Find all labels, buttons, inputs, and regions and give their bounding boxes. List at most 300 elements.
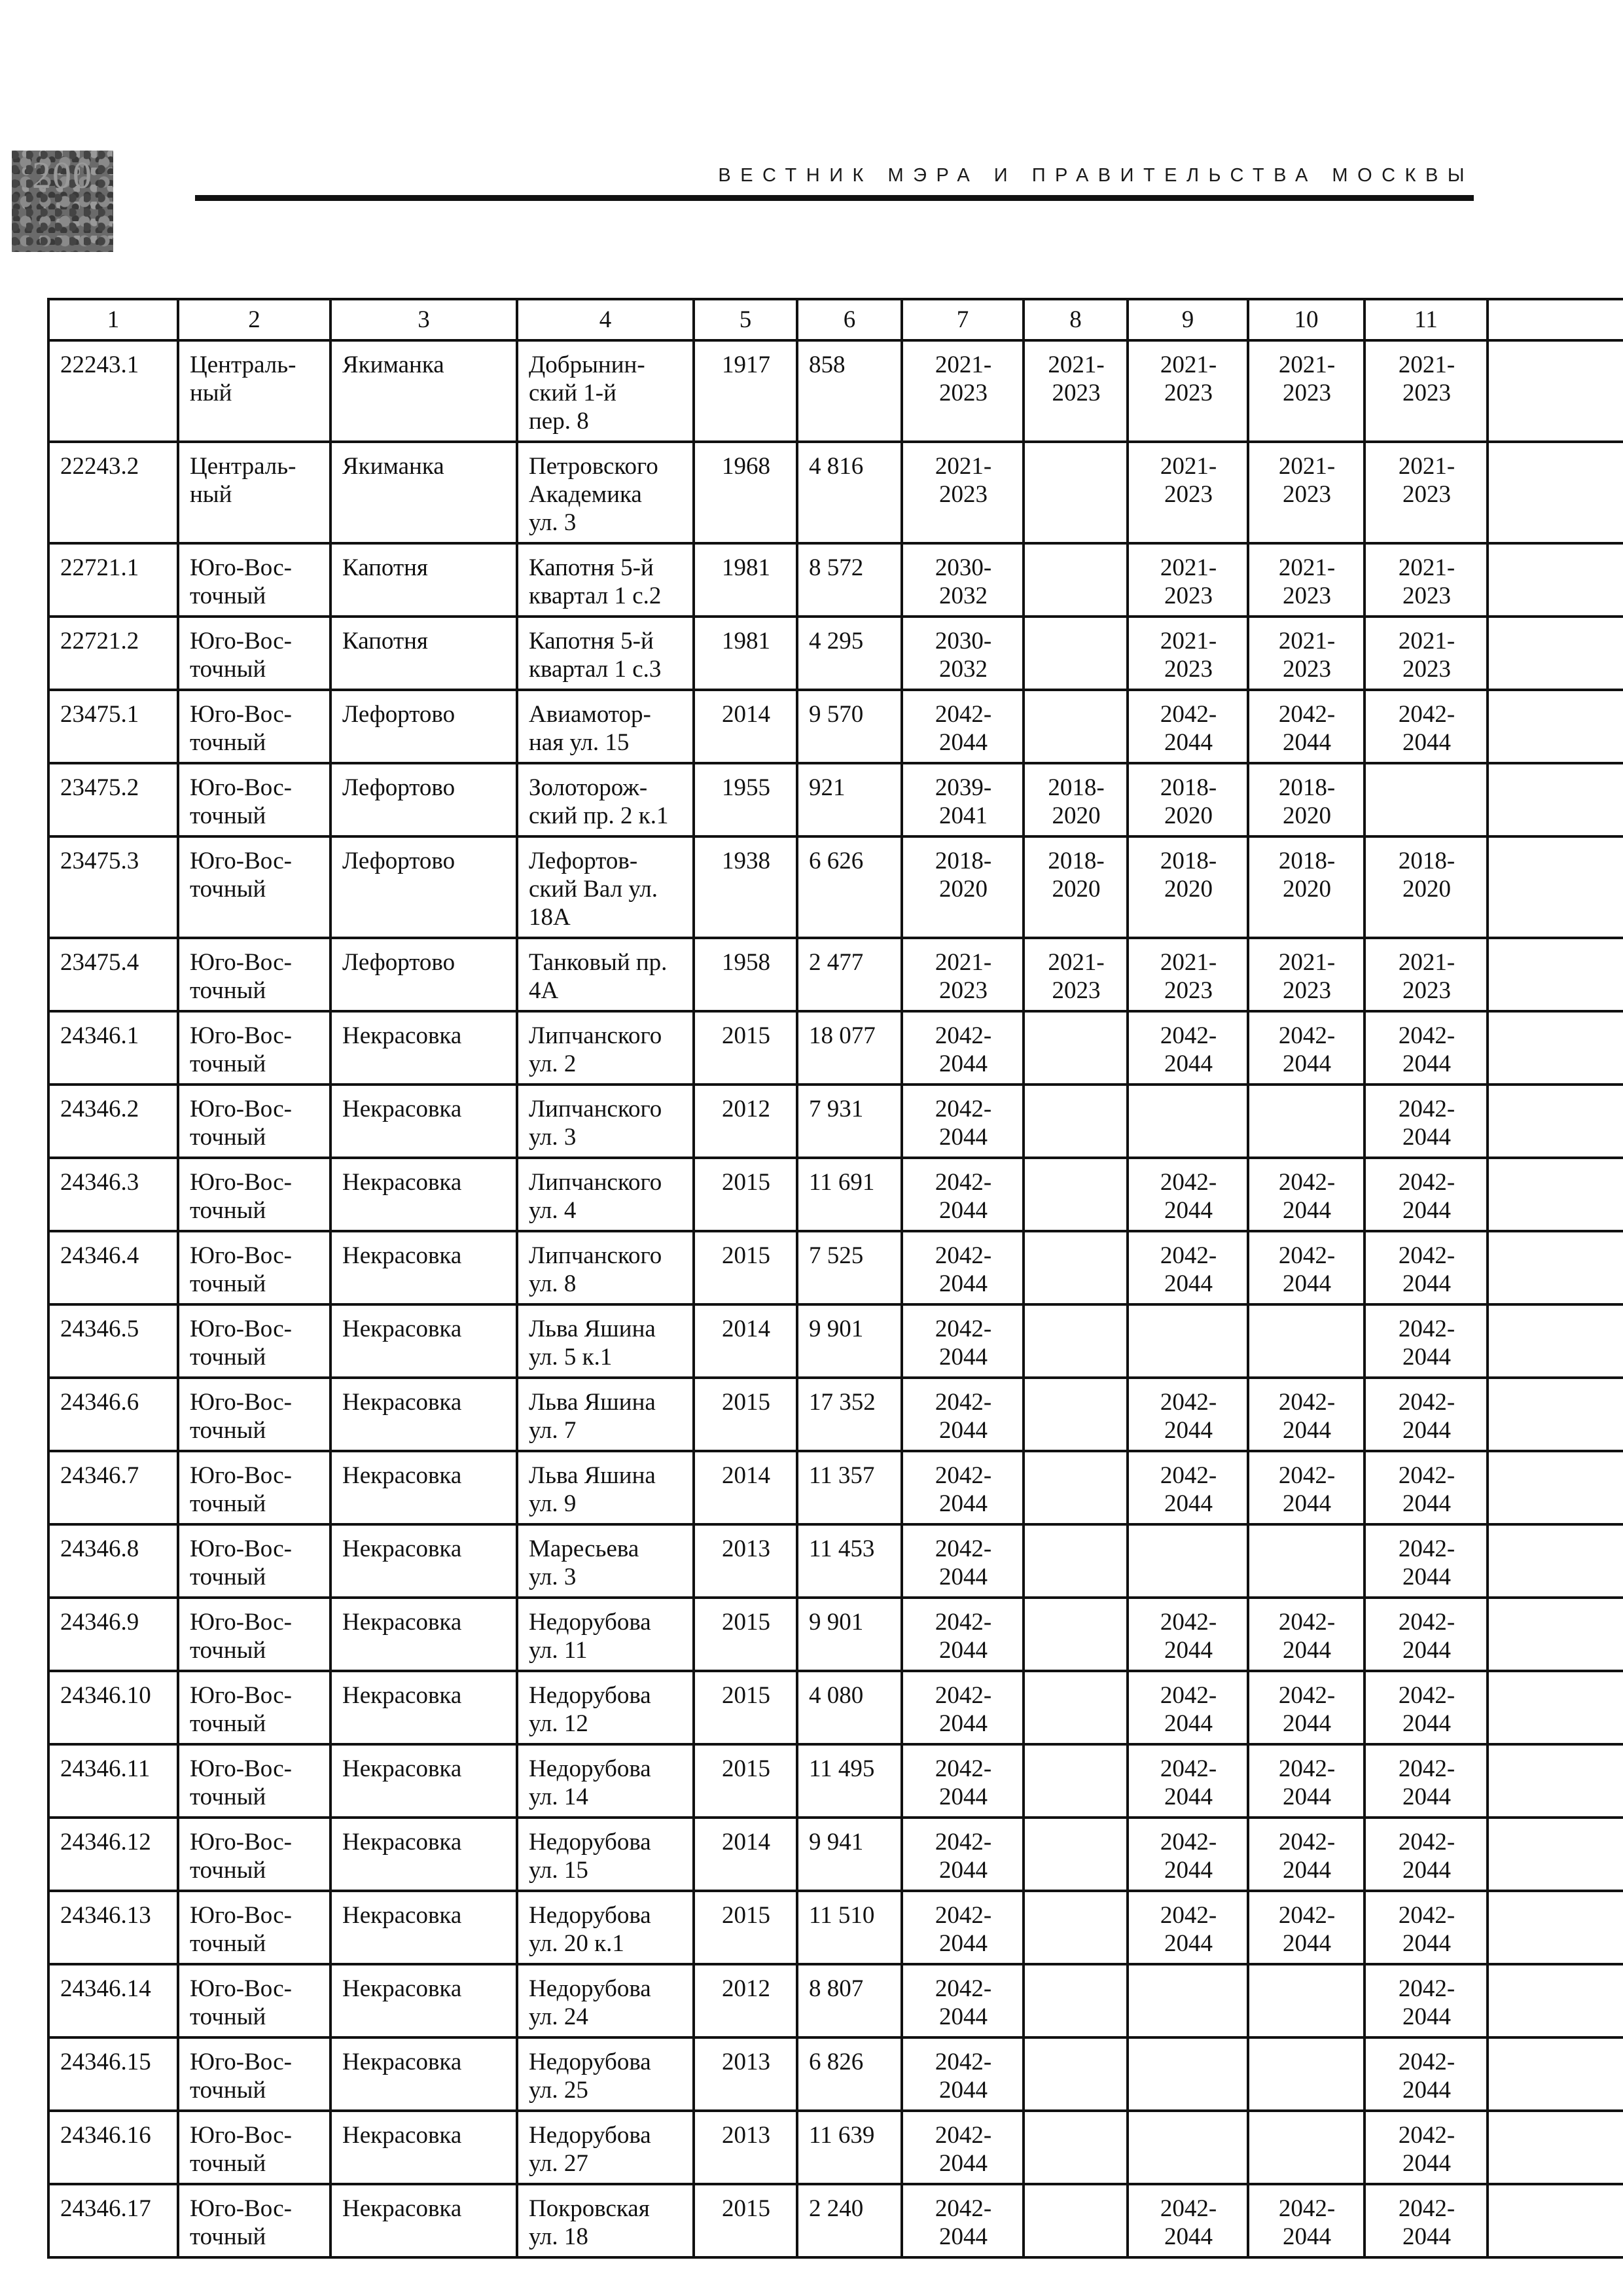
cell-district: Юго-Вос- точный <box>178 690 330 763</box>
cell-number: 24346.16 <box>48 2111 178 2184</box>
cell-period-7: 2042- 2044 <box>902 1524 1024 1598</box>
cell-period-7: 2042- 2044 <box>902 1158 1024 1231</box>
cell-year: 2012 <box>694 1964 797 2037</box>
cell-area-size: 7 525 <box>797 1231 902 1304</box>
cell-address: Недорубова ул. 27 <box>517 2111 694 2184</box>
cell-period-11: 2021- 2023 <box>1364 340 1488 442</box>
table-row <box>48 1011 1623 1085</box>
cell-period-10 <box>1248 1964 1364 2037</box>
cell-period-8 <box>1024 543 1128 617</box>
cell-period-11: 2042- 2044 <box>1364 690 1488 763</box>
cell-number: 24346.12 <box>48 1818 178 1891</box>
cell-year: 2015 <box>694 1744 797 1818</box>
cell-district: Юго-Вос- точный <box>178 1598 330 1671</box>
cell-year: 2015 <box>694 1158 797 1231</box>
cell-period-11: 2021- 2023 <box>1364 938 1488 1011</box>
cell-extra <box>1488 1891 1623 1964</box>
table-row <box>48 836 1623 938</box>
cell-period-7: 2042- 2044 <box>902 1011 1024 1085</box>
cell-period-9 <box>1128 1085 1248 1158</box>
cell-district: Юго-Вос- точный <box>178 1818 330 1891</box>
cell-period-10: 2042- 2044 <box>1248 1158 1364 1231</box>
cell-district: Юго-Вос- точный <box>178 1378 330 1451</box>
cell-district: Централь- ный <box>178 442 330 543</box>
cell-period-7: 2042- 2044 <box>902 1304 1024 1378</box>
cell-period-7: 2039- 2041 <box>902 763 1024 836</box>
cell-extra <box>1488 1085 1623 1158</box>
cell-area: Некрасовка <box>330 1304 517 1378</box>
cell-extra <box>1488 1231 1623 1304</box>
cell-period-9: 2042- 2044 <box>1128 2184 1248 2257</box>
cell-district: Юго-Вос- точный <box>178 2111 330 2184</box>
cell-year: 2015 <box>694 1598 797 1671</box>
cell-year: 2013 <box>694 1524 797 1598</box>
cell-area-size: 18 077 <box>797 1011 902 1085</box>
table-row <box>48 763 1623 836</box>
cell-district: Юго-Вос- точный <box>178 1085 330 1158</box>
cell-period-10: 2042- 2044 <box>1248 1231 1364 1304</box>
cell-area: Некрасовка <box>330 1158 517 1231</box>
cell-number: 22721.2 <box>48 617 178 690</box>
cell-period-7: 2042- 2044 <box>902 1891 1024 1964</box>
column-header: 8 <box>1024 299 1128 340</box>
cell-area: Якиманка <box>330 340 517 442</box>
cell-period-10: 2042- 2044 <box>1248 1818 1364 1891</box>
cell-area-size: 858 <box>797 340 902 442</box>
cell-district: Централь- ный <box>178 340 330 442</box>
cell-area: Якиманка <box>330 442 517 543</box>
cell-address: Липчанского ул. 3 <box>517 1085 694 1158</box>
cell-period-11: 2021- 2023 <box>1364 617 1488 690</box>
cell-district: Юго-Вос- точный <box>178 1451 330 1524</box>
cell-extra <box>1488 1744 1623 1818</box>
cell-area: Некрасовка <box>330 2184 517 2257</box>
cell-number: 22243.1 <box>48 340 178 442</box>
cell-area: Некрасовка <box>330 1231 517 1304</box>
cell-year: 2012 <box>694 1085 797 1158</box>
column-header: 7 <box>902 299 1024 340</box>
cell-period-10: 2018- 2020 <box>1248 836 1364 938</box>
cell-area-size: 921 <box>797 763 902 836</box>
table-row <box>48 2111 1623 2184</box>
cell-address: Недорубова ул. 12 <box>517 1671 694 1744</box>
cell-extra <box>1488 1598 1623 1671</box>
cell-area-size: 11 453 <box>797 1524 902 1598</box>
cell-address: Липчанского ул. 4 <box>517 1158 694 1231</box>
cell-period-7: 2030- 2032 <box>902 617 1024 690</box>
cell-period-10 <box>1248 1304 1364 1378</box>
cell-extra <box>1488 1158 1623 1231</box>
cell-year: 2014 <box>694 1451 797 1524</box>
cell-extra <box>1488 1524 1623 1598</box>
table-row <box>48 1818 1623 1891</box>
cell-period-7: 2042- 2044 <box>902 1671 1024 1744</box>
cell-address: Капотня 5-й квартал 1 с.2 <box>517 543 694 617</box>
cell-period-8 <box>1024 1598 1128 1671</box>
cell-period-9: 2042- 2044 <box>1128 1818 1248 1891</box>
cell-period-10: 2042- 2044 <box>1248 1378 1364 1451</box>
cell-period-7: 2042- 2044 <box>902 2111 1024 2184</box>
cell-year: 2014 <box>694 1304 797 1378</box>
cell-area-size: 8 807 <box>797 1964 902 2037</box>
cell-area-size: 9 901 <box>797 1304 902 1378</box>
cell-area: Некрасовка <box>330 2037 517 2111</box>
cell-period-9: 2042- 2044 <box>1128 1231 1248 1304</box>
cell-area: Некрасовка <box>330 1818 517 1891</box>
cell-period-7: 2042- 2044 <box>902 690 1024 763</box>
cell-district: Юго-Вос- точный <box>178 1964 330 2037</box>
cell-area-size: 2 240 <box>797 2184 902 2257</box>
cell-area: Некрасовка <box>330 1011 517 1085</box>
cell-address: Золоторож- ский пр. 2 к.1 <box>517 763 694 836</box>
table-row <box>48 1744 1623 1818</box>
cell-period-7: 2042- 2044 <box>902 1818 1024 1891</box>
cell-period-9: 2042- 2044 <box>1128 1598 1248 1671</box>
cell-period-8: 2018- 2020 <box>1024 836 1128 938</box>
cell-extra <box>1488 690 1623 763</box>
table-row <box>48 1085 1623 1158</box>
cell-period-11: 2042- 2044 <box>1364 1818 1488 1891</box>
cell-area-size: 4 295 <box>797 617 902 690</box>
table-row <box>48 1671 1623 1744</box>
cell-address: Льва Яшина ул. 9 <box>517 1451 694 1524</box>
cell-number: 24346.14 <box>48 1964 178 2037</box>
cell-district: Юго-Вос- точный <box>178 2037 330 2111</box>
cell-address: Льва Яшина ул. 5 к.1 <box>517 1304 694 1378</box>
cell-period-8: 2021- 2023 <box>1024 938 1128 1011</box>
cell-period-7: 2042- 2044 <box>902 1964 1024 2037</box>
table-row <box>48 1158 1623 1231</box>
cell-address: Танковый пр. 4А <box>517 938 694 1011</box>
cell-period-9: 2042- 2044 <box>1128 1158 1248 1231</box>
cell-period-10 <box>1248 2111 1364 2184</box>
cell-period-11: 2042- 2044 <box>1364 1524 1488 1598</box>
cell-period-11: 2042- 2044 <box>1364 1451 1488 1524</box>
cell-period-8 <box>1024 617 1128 690</box>
column-header: 4 <box>517 299 694 340</box>
cell-period-9: 2021- 2023 <box>1128 617 1248 690</box>
column-header: 9 <box>1128 299 1248 340</box>
cell-period-9 <box>1128 1964 1248 2037</box>
cell-period-7: 2021- 2023 <box>902 938 1024 1011</box>
cell-period-7: 2042- 2044 <box>902 2184 1024 2257</box>
cell-period-8 <box>1024 1964 1128 2037</box>
cell-period-10: 2021- 2023 <box>1248 938 1364 1011</box>
cell-address: Петровского Академика ул. 3 <box>517 442 694 543</box>
cell-year: 2015 <box>694 2184 797 2257</box>
cell-address: Капотня 5-й квартал 1 с.3 <box>517 617 694 690</box>
cell-area-size: 2 477 <box>797 938 902 1011</box>
cell-period-9 <box>1128 1524 1248 1598</box>
cell-area-size: 9 941 <box>797 1818 902 1891</box>
cell-address: Недорубова ул. 20 к.1 <box>517 1891 694 1964</box>
cell-period-7: 2042- 2044 <box>902 1085 1024 1158</box>
table-row <box>48 1378 1623 1451</box>
cell-year: 1981 <box>694 617 797 690</box>
cell-period-11: 2018- 2020 <box>1364 836 1488 938</box>
table-row <box>48 938 1623 1011</box>
cell-period-9: 2042- 2044 <box>1128 1891 1248 1964</box>
cell-period-10 <box>1248 1085 1364 1158</box>
cell-period-9: 2042- 2044 <box>1128 1011 1248 1085</box>
cell-area-size: 17 352 <box>797 1378 902 1451</box>
cell-period-11: 2042- 2044 <box>1364 2111 1488 2184</box>
cell-number: 24346.1 <box>48 1011 178 1085</box>
table-row <box>48 442 1623 543</box>
cell-extra <box>1488 2037 1623 2111</box>
cell-year: 1968 <box>694 442 797 543</box>
cell-period-8: 2018- 2020 <box>1024 763 1128 836</box>
cell-period-10: 2042- 2044 <box>1248 1744 1364 1818</box>
cell-period-11: 2042- 2044 <box>1364 1011 1488 1085</box>
cell-address: Маресьева ул. 3 <box>517 1524 694 1598</box>
table-row <box>48 1304 1623 1378</box>
cell-district: Юго-Вос- точный <box>178 2184 330 2257</box>
column-header <box>1488 299 1623 340</box>
cell-area: Некрасовка <box>330 1964 517 2037</box>
cell-extra <box>1488 938 1623 1011</box>
cell-period-11: 2042- 2044 <box>1364 1744 1488 1818</box>
cell-extra <box>1488 543 1623 617</box>
cell-period-7: 2018- 2020 <box>902 836 1024 938</box>
cell-district: Юго-Вос- точный <box>178 1011 330 1085</box>
cell-period-11: 2021- 2023 <box>1364 442 1488 543</box>
cell-extra <box>1488 1964 1623 2037</box>
table-row <box>48 690 1623 763</box>
page-number-block <box>12 151 113 252</box>
cell-district: Юго-Вос- точный <box>178 1524 330 1598</box>
cell-number: 24346.6 <box>48 1378 178 1451</box>
cell-period-7: 2021- 2023 <box>902 442 1024 543</box>
table-row <box>48 617 1623 690</box>
cell-address: Покровская ул. 18 <box>517 2184 694 2257</box>
cell-number: 24346.17 <box>48 2184 178 2257</box>
cell-period-11: 2042- 2044 <box>1364 1158 1488 1231</box>
cell-period-8 <box>1024 2111 1128 2184</box>
cell-extra <box>1488 1011 1623 1085</box>
cell-year: 2013 <box>694 2111 797 2184</box>
cell-period-7: 2042- 2044 <box>902 1451 1024 1524</box>
cell-year: 2015 <box>694 1231 797 1304</box>
cell-period-10: 2018- 2020 <box>1248 763 1364 836</box>
table-row <box>48 2037 1623 2111</box>
cell-extra <box>1488 1671 1623 1744</box>
data-table <box>47 298 1623 2259</box>
cell-period-8 <box>1024 690 1128 763</box>
cell-extra <box>1488 442 1623 543</box>
cell-number: 24346.13 <box>48 1891 178 1964</box>
cell-area: Некрасовка <box>330 1378 517 1451</box>
cell-period-8 <box>1024 1524 1128 1598</box>
cell-address: Льва Яшина ул. 7 <box>517 1378 694 1451</box>
cell-year: 2013 <box>694 2037 797 2111</box>
column-header: 6 <box>797 299 902 340</box>
cell-year: 1955 <box>694 763 797 836</box>
table-header-row <box>48 299 1623 340</box>
cell-period-11 <box>1364 763 1488 836</box>
cell-year: 2014 <box>694 1818 797 1891</box>
cell-area: Некрасовка <box>330 1524 517 1598</box>
table-row <box>48 1451 1623 1524</box>
cell-district: Юго-Вос- точный <box>178 543 330 617</box>
cell-area-size: 4 816 <box>797 442 902 543</box>
cell-period-8 <box>1024 1891 1128 1964</box>
cell-extra <box>1488 340 1623 442</box>
table-row <box>48 1598 1623 1671</box>
column-header: 1 <box>48 299 178 340</box>
cell-area: Некрасовка <box>330 2111 517 2184</box>
cell-period-8 <box>1024 1671 1128 1744</box>
cell-period-11: 2042- 2044 <box>1364 2037 1488 2111</box>
table-body <box>48 340 1623 2257</box>
cell-number: 24346.2 <box>48 1085 178 1158</box>
cell-area: Некрасовка <box>330 1891 517 1964</box>
cell-period-9: 2021- 2023 <box>1128 340 1248 442</box>
cell-district: Юго-Вос- точный <box>178 938 330 1011</box>
cell-number: 24346.3 <box>48 1158 178 1231</box>
cell-area-size: 8 572 <box>797 543 902 617</box>
running-head: ВЕСТНИК МЭРА И ПРАВИТЕЛЬСТВА МОСКВЫ <box>718 165 1474 186</box>
cell-period-8 <box>1024 1085 1128 1158</box>
cell-area-size: 9 901 <box>797 1598 902 1671</box>
cell-period-7: 2042- 2044 <box>902 1598 1024 1671</box>
cell-number: 22721.1 <box>48 543 178 617</box>
cell-area: Лефортово <box>330 690 517 763</box>
cell-year: 2015 <box>694 1011 797 1085</box>
cell-number: 24346.8 <box>48 1524 178 1598</box>
column-header: 11 <box>1364 299 1488 340</box>
cell-district: Юго-Вос- точный <box>178 1671 330 1744</box>
header-rule <box>195 195 1474 201</box>
cell-area-size: 7 931 <box>797 1085 902 1158</box>
cell-period-7: 2042- 2044 <box>902 1378 1024 1451</box>
cell-address: Липчанского ул. 8 <box>517 1231 694 1304</box>
cell-extra <box>1488 1818 1623 1891</box>
cell-period-7: 2042- 2044 <box>902 1231 1024 1304</box>
cell-extra <box>1488 617 1623 690</box>
cell-period-8 <box>1024 442 1128 543</box>
cell-address: Недорубова ул. 14 <box>517 1744 694 1818</box>
cell-extra <box>1488 2111 1623 2184</box>
cell-period-10: 2042- 2044 <box>1248 690 1364 763</box>
cell-area: Некрасовка <box>330 1085 517 1158</box>
cell-period-11: 2042- 2044 <box>1364 1085 1488 1158</box>
cell-area-size: 11 691 <box>797 1158 902 1231</box>
cell-area: Лефортово <box>330 836 517 938</box>
cell-year: 1958 <box>694 938 797 1011</box>
cell-area-size: 11 357 <box>797 1451 902 1524</box>
cell-period-8 <box>1024 1378 1128 1451</box>
cell-address: Лефортов- ский Вал ул. 18А <box>517 836 694 938</box>
cell-number: 24346.9 <box>48 1598 178 1671</box>
cell-period-9 <box>1128 2037 1248 2111</box>
cell-address: Добрынин- ский 1-й пер. 8 <box>517 340 694 442</box>
cell-district: Юго-Вос- точный <box>178 763 330 836</box>
cell-period-11: 2042- 2044 <box>1364 1231 1488 1304</box>
cell-year: 1981 <box>694 543 797 617</box>
cell-area-size: 11 639 <box>797 2111 902 2184</box>
cell-year: 2015 <box>694 1671 797 1744</box>
table-row <box>48 1231 1623 1304</box>
cell-year: 1917 <box>694 340 797 442</box>
cell-period-10: 2042- 2044 <box>1248 1891 1364 1964</box>
cell-extra <box>1488 836 1623 938</box>
cell-period-10: 2021- 2023 <box>1248 442 1364 543</box>
cell-period-9: 2021- 2023 <box>1128 938 1248 1011</box>
cell-area: Некрасовка <box>330 1744 517 1818</box>
cell-period-8 <box>1024 1744 1128 1818</box>
cell-area: Некрасовка <box>330 1451 517 1524</box>
cell-area-size: 6 826 <box>797 2037 902 2111</box>
cell-number: 24346.7 <box>48 1451 178 1524</box>
cell-period-11: 2042- 2044 <box>1364 1964 1488 2037</box>
cell-extra <box>1488 763 1623 836</box>
cell-year: 2014 <box>694 690 797 763</box>
cell-number: 23475.1 <box>48 690 178 763</box>
cell-district: Юго-Вос- точный <box>178 1744 330 1818</box>
cell-address: Липчанского ул. 2 <box>517 1011 694 1085</box>
cell-number: 24346.11 <box>48 1744 178 1818</box>
cell-period-11: 2042- 2044 <box>1364 1891 1488 1964</box>
cell-period-10 <box>1248 1524 1364 1598</box>
page-number: 200 <box>32 154 93 196</box>
cell-area-size: 6 626 <box>797 836 902 938</box>
cell-area: Капотня <box>330 543 517 617</box>
cell-address: Недорубова ул. 25 <box>517 2037 694 2111</box>
cell-year: 2015 <box>694 1378 797 1451</box>
cell-number: 24346.15 <box>48 2037 178 2111</box>
cell-area: Некрасовка <box>330 1598 517 1671</box>
cell-year: 1938 <box>694 836 797 938</box>
cell-period-10: 2042- 2044 <box>1248 1011 1364 1085</box>
cell-period-7: 2042- 2044 <box>902 1744 1024 1818</box>
cell-period-10: 2042- 2044 <box>1248 1598 1364 1671</box>
cell-period-7: 2021- 2023 <box>902 340 1024 442</box>
cell-period-9: 2021- 2023 <box>1128 543 1248 617</box>
cell-district: Юго-Вос- точный <box>178 1304 330 1378</box>
cell-area-size: 11 510 <box>797 1891 902 1964</box>
cell-period-10 <box>1248 2037 1364 2111</box>
cell-period-8 <box>1024 1231 1128 1304</box>
cell-period-8 <box>1024 1158 1128 1231</box>
cell-period-9: 2018- 2020 <box>1128 836 1248 938</box>
cell-area: Капотня <box>330 617 517 690</box>
table-row <box>48 1964 1623 2037</box>
cell-extra <box>1488 1378 1623 1451</box>
cell-period-8 <box>1024 1304 1128 1378</box>
cell-period-10: 2021- 2023 <box>1248 543 1364 617</box>
cell-period-11: 2042- 2044 <box>1364 2184 1488 2257</box>
table-row <box>48 1524 1623 1598</box>
cell-period-11: 2042- 2044 <box>1364 1598 1488 1671</box>
cell-year: 2015 <box>694 1891 797 1964</box>
cell-area: Некрасовка <box>330 1671 517 1744</box>
cell-period-9: 2042- 2044 <box>1128 1671 1248 1744</box>
table-row <box>48 543 1623 617</box>
cell-period-9: 2042- 2044 <box>1128 1378 1248 1451</box>
cell-period-10: 2042- 2044 <box>1248 1671 1364 1744</box>
cell-area-size: 9 570 <box>797 690 902 763</box>
cell-period-8 <box>1024 1451 1128 1524</box>
cell-period-8: 2021- 2023 <box>1024 340 1128 442</box>
cell-period-9 <box>1128 2111 1248 2184</box>
cell-period-9: 2042- 2044 <box>1128 690 1248 763</box>
cell-address: Недорубова ул. 11 <box>517 1598 694 1671</box>
cell-district: Юго-Вос- точный <box>178 1891 330 1964</box>
cell-number: 23475.4 <box>48 938 178 1011</box>
cell-period-10: 2042- 2044 <box>1248 1451 1364 1524</box>
cell-period-11: 2042- 2044 <box>1364 1304 1488 1378</box>
